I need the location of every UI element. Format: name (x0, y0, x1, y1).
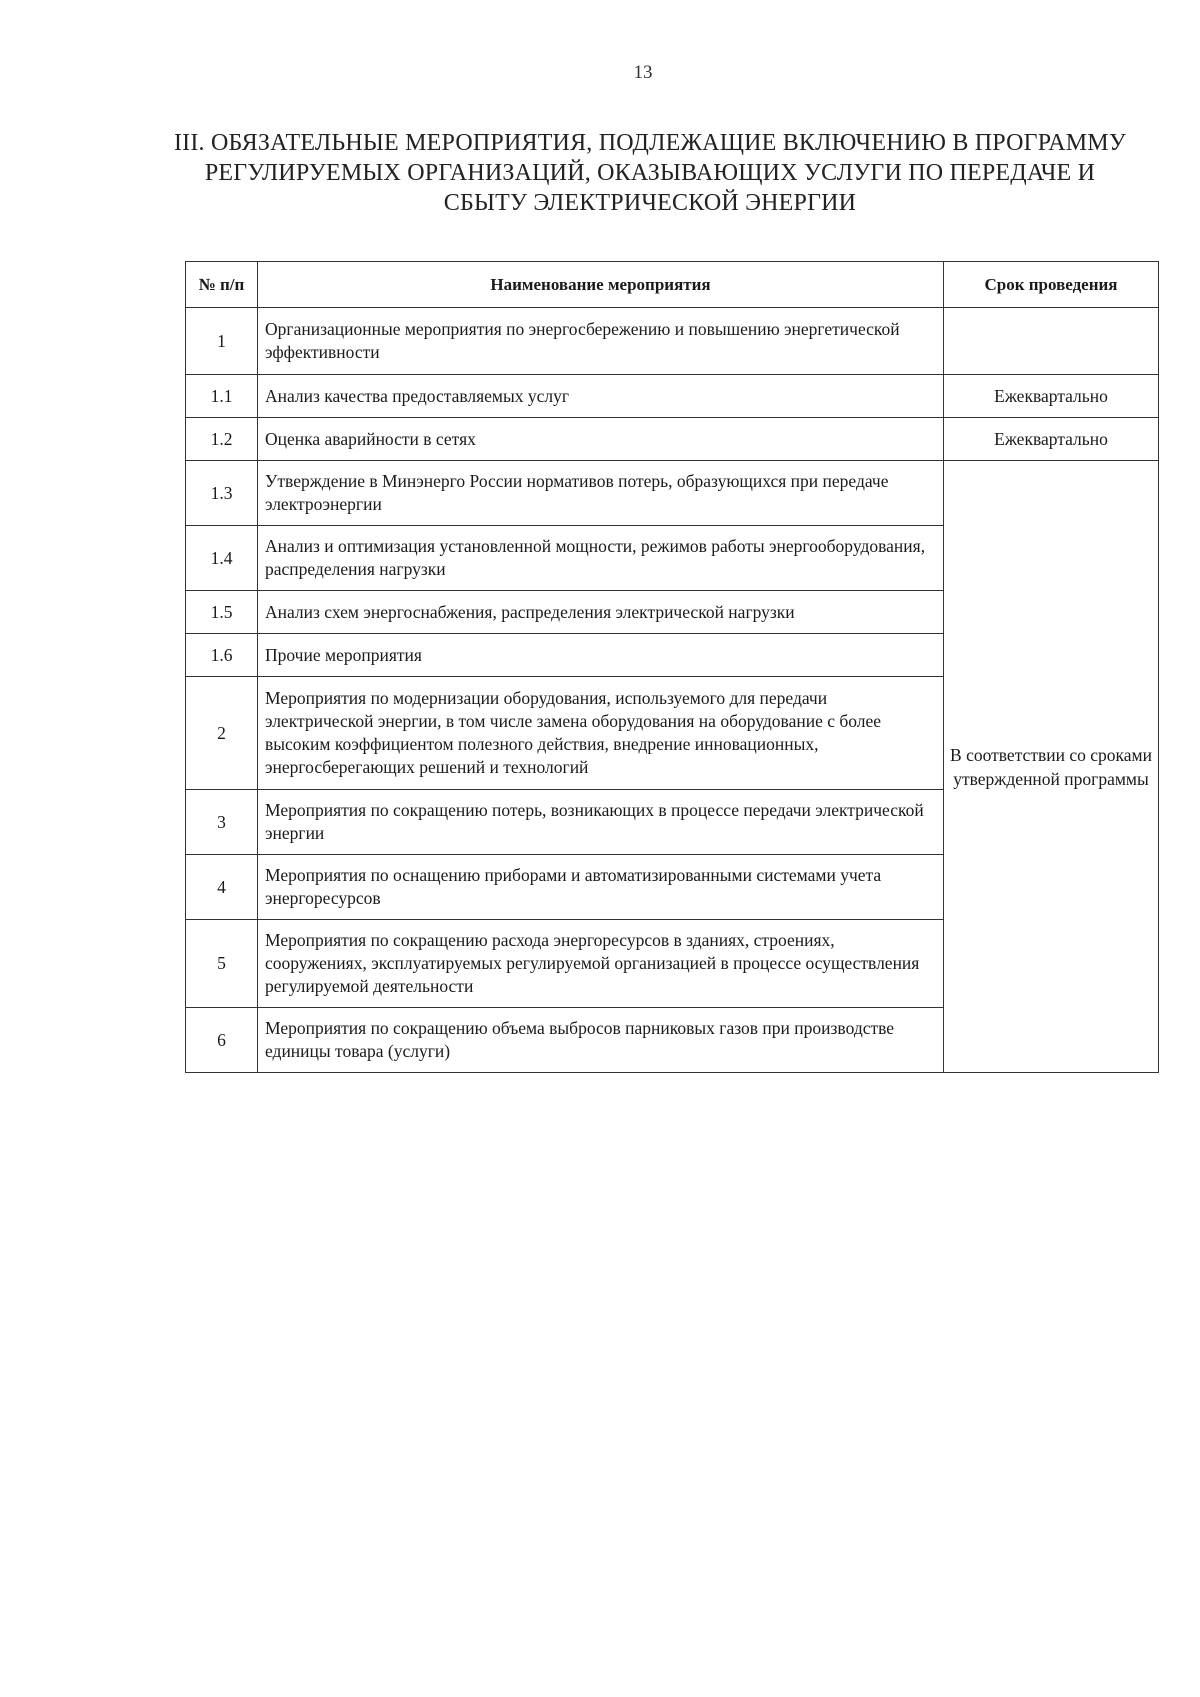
row-num: 1.6 (186, 634, 258, 677)
merged-term-cell: В соответствии со сроками утвержденной программы (944, 461, 1159, 1073)
row-name: Анализ качества предоставляемых услуг (258, 375, 944, 418)
row-name: Мероприятия по сокращению потерь, возникающих в процессе передачи электрической энергии (258, 790, 944, 855)
row-term: Ежеквартально (944, 375, 1159, 418)
row-name: Мероприятия по оснащению приборами и автоматизированными системами учета энергоресурсов (258, 855, 944, 920)
section-heading-line-2: РЕГУЛИРУЕМЫХ ОРГАНИЗАЦИЙ, ОКАЗЫВАЮЩИХ УСЛУГИ ПО ПЕРЕДАЧЕ И (204, 160, 1096, 186)
row-num: 1.1 (186, 375, 258, 418)
row-num: 4 (186, 855, 258, 920)
table-row (186, 308, 1159, 375)
row-num: 6 (186, 1008, 258, 1073)
row-num: 1.5 (186, 591, 258, 634)
row-num: 2 (186, 677, 258, 790)
table-header-row (186, 262, 1159, 308)
row-name: Анализ схем энергоснабжения, распределения электрической нагрузки (258, 591, 944, 634)
row-num: 3 (186, 790, 258, 855)
section-heading-line-3: СБЫТУ ЭЛЕКТРИЧЕСКОЙ ЭНЕРГИИ (443, 190, 857, 216)
row-name: Организационные мероприятия по энергосбережению и повышению энергетической эффективности (258, 308, 944, 375)
measures-table (185, 261, 1159, 1073)
row-term (944, 308, 1159, 375)
row-term: Ежеквартально (944, 418, 1159, 461)
row-name: Прочие мероприятия (258, 634, 944, 677)
table-row (186, 375, 1159, 418)
row-name: Анализ и оптимизация установленной мощности, режимов работы энергооборудования, распределения нагрузки (258, 526, 944, 591)
row-num: 1.3 (186, 461, 258, 526)
section-heading (170, 128, 1130, 218)
row-name: Оценка аварийности в сетях (258, 418, 944, 461)
header-num: № п/п (186, 262, 258, 308)
row-name: Мероприятия по сокращению расхода энергоресурсов в зданиях, строениях, сооружениях, эксплуатируемых регулируемой организацией в процессе осуществления регулируемой деятельности (258, 920, 944, 1008)
table-row (186, 461, 1159, 526)
row-num: 1 (186, 308, 258, 375)
row-num: 1.2 (186, 418, 258, 461)
row-num: 1.4 (186, 526, 258, 591)
row-num: 5 (186, 920, 258, 1008)
table-row (186, 418, 1159, 461)
row-name: Мероприятия по модернизации оборудования, используемого для передачи электрической энергии, в том числе замена оборудования на оборудование с более высоким коэффициентом полезного действия, внедрение инновационных, энергосберегающих решений и технологий (258, 677, 944, 790)
row-name: Утверждение в Минэнерго России нормативов потерь, образующихся при передаче электроэнергии (258, 461, 944, 526)
row-name: Мероприятия по сокращению объема выбросов парниковых газов при производстве единицы товара (услуги) (258, 1008, 944, 1073)
header-term: Срок проведения (944, 262, 1159, 308)
header-name: Наименование мероприятия (258, 262, 944, 308)
page-number: 13 (633, 62, 653, 83)
section-heading-line-1: III. ОБЯЗАТЕЛЬНЫЕ МЕРОПРИЯТИЯ, ПОДЛЕЖАЩИЕ ВКЛЮЧЕНИЮ В ПРОГРАММУ (173, 130, 1127, 156)
